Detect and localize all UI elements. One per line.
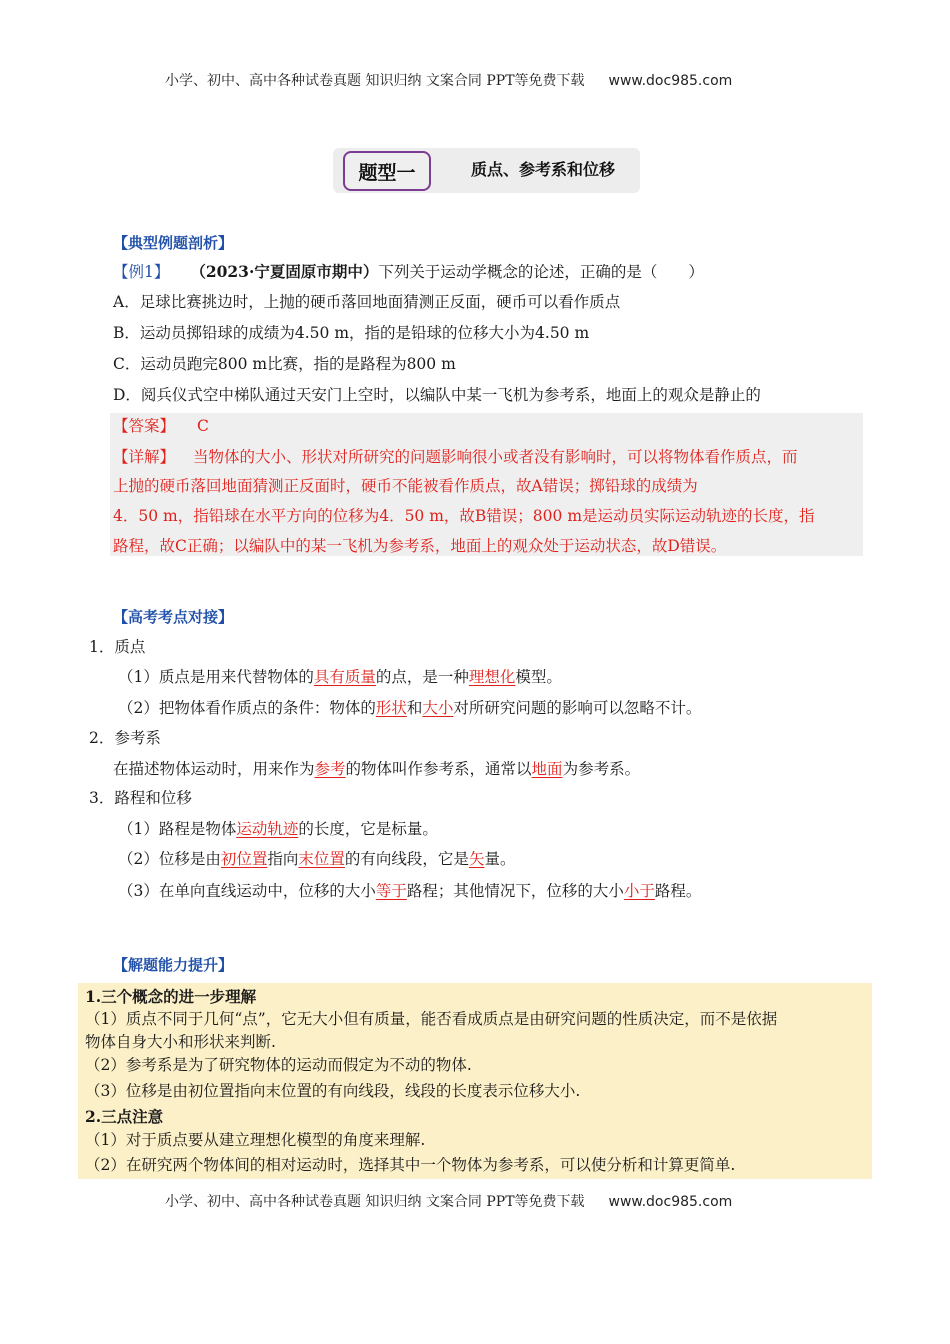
p5-blank-a: 初位置 <box>220 850 268 868</box>
tips-title-2: 2.三点注意 <box>85 1107 164 1126</box>
p2-text-a: （2）把物体看作质点的条件：物体的 <box>118 699 376 717</box>
tips-line-5: （1）对于质点要从建立理想化模型的角度来理解. <box>85 1131 426 1149</box>
p1-blank-b: 理想化 <box>468 668 516 686</box>
option-c: C．运动员跑完800 m比赛，指的是路程为800 m <box>113 355 456 373</box>
p3-text-b: 的物体叫作参考系，通常以 <box>345 760 532 778</box>
p1-text-b: 的点，是一种 <box>375 668 469 686</box>
answer-line <box>113 415 209 438</box>
tips-line-3: （2）参考系是为了研究物体的运动而假定为不动的物体. <box>85 1056 472 1074</box>
p1-text-c: 模型。 <box>515 668 562 686</box>
example-source: （2023·宁夏固原市期中） <box>190 262 379 281</box>
header-text: 小学、初中、高中各种试卷真题 知识归纳 文案合同 PPT等免费下载 <box>165 73 585 89</box>
p2-text-b: 和 <box>406 699 423 717</box>
section-title-banner <box>333 148 640 193</box>
p3-blank-b: 地面 <box>531 760 563 778</box>
tips-title-1: 1.三个概念的进一步理解 <box>85 987 257 1006</box>
p6-text-a: （3）在单向直线运动中，位移的大小 <box>118 882 376 900</box>
detail-line-2: 上抛的硬币落回地面猜测正反面时，硬币不能被看作质点，故A错误；掷铅球的成绩为 <box>113 477 698 495</box>
section-topic: 质点、参考系和位移 <box>471 160 616 179</box>
point-section-1: 1．质点 <box>89 638 146 656</box>
example-heading: 【典型例题剖析】 <box>113 234 234 252</box>
p4-blank-a: 运动轨迹 <box>236 820 299 838</box>
example-label: 【例1】 <box>113 263 170 281</box>
footer-url[interactable]: www.doc985.com <box>608 1194 733 1210</box>
p4-text-a: （1）路程是物体 <box>118 820 237 838</box>
p5-text-c: 的有向线段，它是 <box>344 850 469 868</box>
p3-text-a: 在描述物体运动时，用来作为 <box>113 760 315 778</box>
point-1-1 <box>118 666 562 689</box>
tips-line-6: （2）在研究两个物体间的相对运动时，选择其中一个物体为参考系，可以使分析和计算更简单. <box>85 1156 736 1174</box>
tips-line-1: （1）质点不同于几何“点”，它无大小但有质量，能否看成质点是由研究问题的性质决定，而不是依据 <box>85 1010 778 1028</box>
detail-line-1 <box>113 446 798 469</box>
point-3-1 <box>118 818 438 841</box>
point-1-2 <box>118 697 701 720</box>
footer-text: 小学、初中、高中各种试卷真题 知识归纳 文案合同 PPT等免费下载 <box>165 1194 585 1210</box>
p3-blank-a: 参考 <box>314 760 346 778</box>
point-section-2: 2．参考系 <box>89 729 161 747</box>
p5-text-d: 量。 <box>484 850 516 868</box>
p5-blank-c: 矢 <box>468 850 485 868</box>
page-header <box>165 70 732 90</box>
p4-text-b: 的长度，它是标量。 <box>298 820 438 838</box>
example-question-text: 下列关于运动学概念的论述，正确的是（ ） <box>378 263 704 281</box>
detail-line-3: 4．50 m，指铅球在水平方向的位移为4．50 m，故B错误；800 m是运动员实际运动轨迹的长度，指 <box>113 507 815 525</box>
p6-blank-b: 小于 <box>623 882 655 900</box>
detail-label: 【详解】 <box>113 448 176 466</box>
option-a: A．足球比赛挑边时，上抛的硬币落回地面猜测正反面，硬币可以看作质点 <box>113 293 621 311</box>
p6-blank-a: 等于 <box>375 882 407 900</box>
p3-text-c: 为参考系。 <box>562 760 641 778</box>
option-d: D．阅兵仪式空中梯队通过天安门上空时，以编队中某一飞机为参考系，地面上的观众是静止的 <box>113 386 761 404</box>
p6-text-b: 路程；其他情况下，位移的大小 <box>406 882 624 900</box>
example-question <box>113 260 704 284</box>
answer-label: 【答案】 <box>113 417 176 435</box>
p1-text-a: （1）质点是用来代替物体的 <box>118 668 314 686</box>
points-heading: 【高考考点对接】 <box>113 608 234 626</box>
p6-text-c: 路程。 <box>654 882 702 900</box>
point-3-3 <box>118 880 701 903</box>
p2-blank-b: 大小 <box>422 699 454 717</box>
section-badge: 题型一 <box>343 151 431 191</box>
tips-heading: 【解题能力提升】 <box>113 956 234 974</box>
answer-value: C <box>197 417 209 435</box>
p1-blank-a: 具有质量 <box>313 668 376 686</box>
p5-text-b: 指向 <box>267 850 299 868</box>
page-footer <box>165 1191 732 1211</box>
p5-text-a: （2）位移是由 <box>118 850 221 868</box>
detail-line-4: 路程，故C正确；以编队中的某一飞机为参考系，地面上的观众处于运动状态，故D错误。 <box>113 537 727 555</box>
tips-line-2: 物体自身大小和形状来判断. <box>85 1033 276 1051</box>
point-2 <box>113 758 640 781</box>
point-section-3: 3．路程和位移 <box>89 789 192 807</box>
header-url[interactable]: www.doc985.com <box>608 73 733 89</box>
p2-text-c: 对所研究问题的影响可以忽略不计。 <box>453 699 702 717</box>
option-b: B．运动员掷铅球的成绩为4.50 m，指的是铅球的位移大小为4.50 m <box>113 324 590 342</box>
point-3-2 <box>118 848 515 871</box>
p5-blank-b: 末位置 <box>298 850 345 868</box>
tips-line-4: （3）位移是由初位置指向末位置的有向线段，线段的长度表示位移大小. <box>85 1082 581 1100</box>
detail-text-1: 当物体的大小、形状对所研究的问题影响很小或者没有影响时，可以将物体看作质点，而 <box>193 448 798 466</box>
p2-blank-a: 形状 <box>375 699 407 717</box>
